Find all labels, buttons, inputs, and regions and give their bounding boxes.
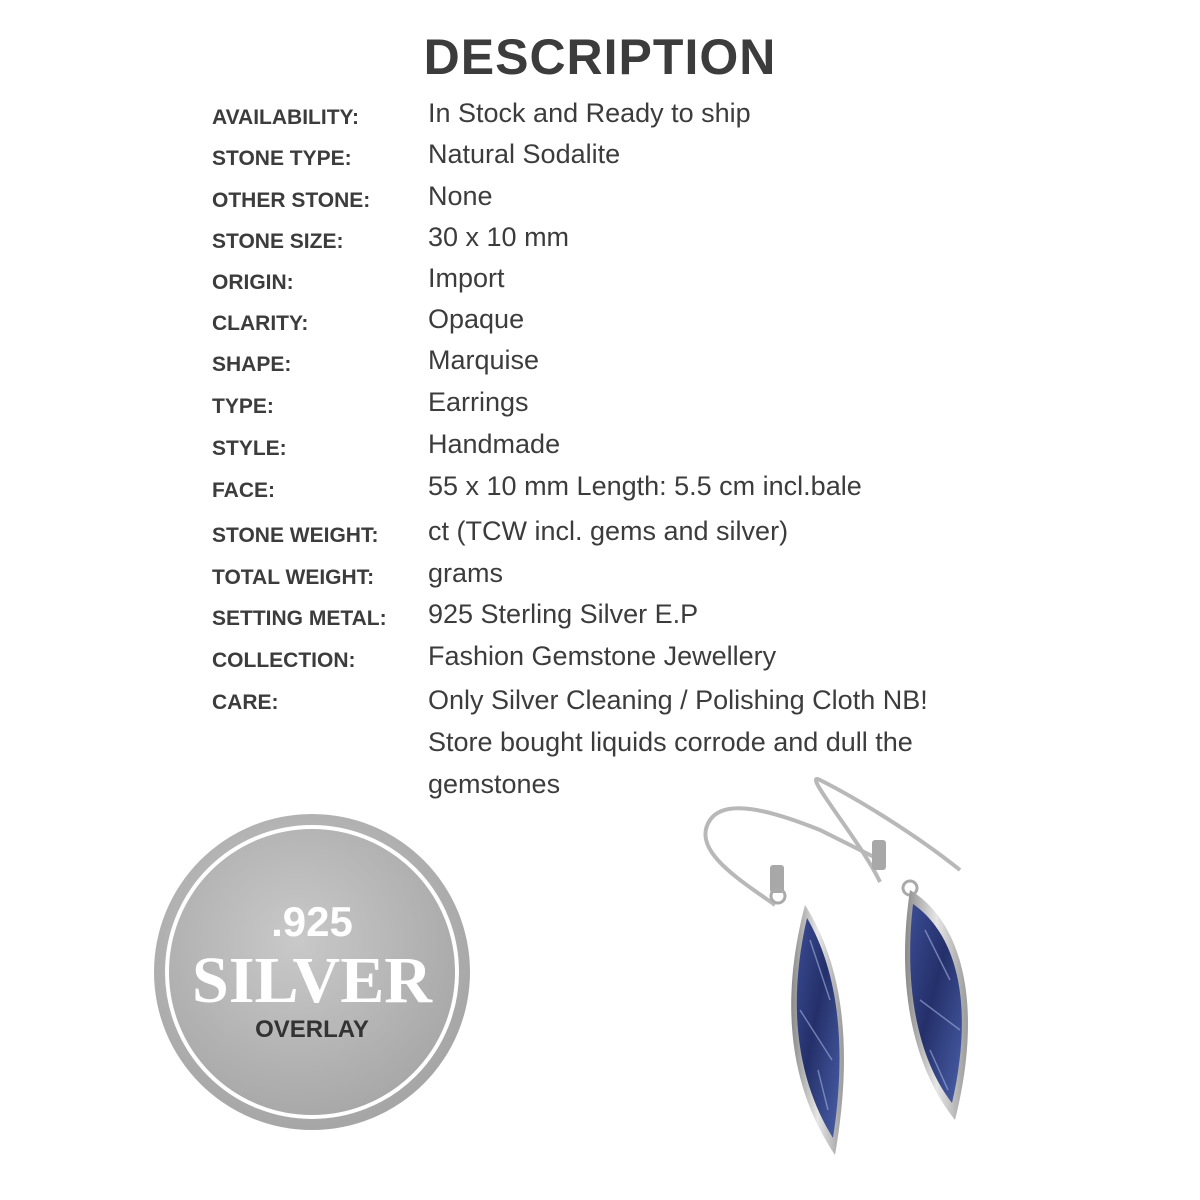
silver-overlay-badge: [152, 812, 472, 1132]
spec-value: Import: [428, 263, 505, 293]
sodalite-earrings-photo: [680, 770, 1010, 1190]
spec-label: FACE:: [212, 479, 275, 502]
spec-label: ORIGIN:: [212, 271, 294, 294]
spec-label: OTHER STONE:: [212, 189, 371, 212]
spec-value: None: [428, 181, 493, 211]
spec-value: 30 x 10 mm: [428, 222, 570, 252]
spec-value: grams: [428, 558, 504, 588]
spec-label: TYPE:: [212, 395, 274, 418]
left-stone: [797, 918, 840, 1138]
spec-value: Earrings: [428, 387, 529, 417]
spec-label: TOTAL WEIGHT:: [212, 566, 375, 589]
right-hook-coil: [872, 840, 886, 870]
spec-label: CARE:: [212, 691, 279, 714]
badge-line3: OVERLAY: [255, 1016, 369, 1043]
spec-value: In Stock and Ready to ship: [428, 98, 751, 128]
left-ear-hook: [705, 808, 880, 905]
spec-label: STONE TYPE:: [212, 147, 352, 170]
spec-value: Marquise: [428, 345, 540, 375]
spec-label: CLARITY:: [212, 312, 309, 335]
spec-value: ct (TCW incl. gems and silver): [428, 516, 789, 546]
spec-value: Opaque: [428, 304, 525, 334]
page-title: DESCRIPTION: [423, 29, 777, 85]
spec-value: Only Silver Cleaning / Polishing Cloth NB! Store bought liquids corrode and dull the gemstones: [428, 685, 928, 799]
spec-label: SHAPE:: [212, 353, 292, 376]
spec-value: Handmade: [428, 429, 561, 459]
spec-label: COLLECTION:: [212, 649, 356, 672]
spec-value: 925 Sterling Silver E.P: [428, 599, 699, 629]
spec-label: STONE SIZE:: [212, 230, 344, 253]
right-ear-hook: [816, 779, 960, 882]
spec-value: 55 x 10 mm Length: 5.5 cm incl.bale: [428, 471, 862, 501]
badge-line1: .925: [271, 898, 353, 945]
spec-label: AVAILABILITY:: [212, 106, 359, 129]
right-stone: [910, 904, 962, 1103]
spec-value: Fashion Gemstone Jewellery: [428, 641, 777, 671]
badge-line2: SILVER: [192, 944, 434, 1017]
spec-label: SETTING METAL:: [212, 607, 387, 630]
spec-label: STONE WEIGHT:: [212, 524, 379, 547]
spec-label: STYLE:: [212, 437, 287, 460]
spec-value: Natural Sodalite: [428, 139, 621, 169]
